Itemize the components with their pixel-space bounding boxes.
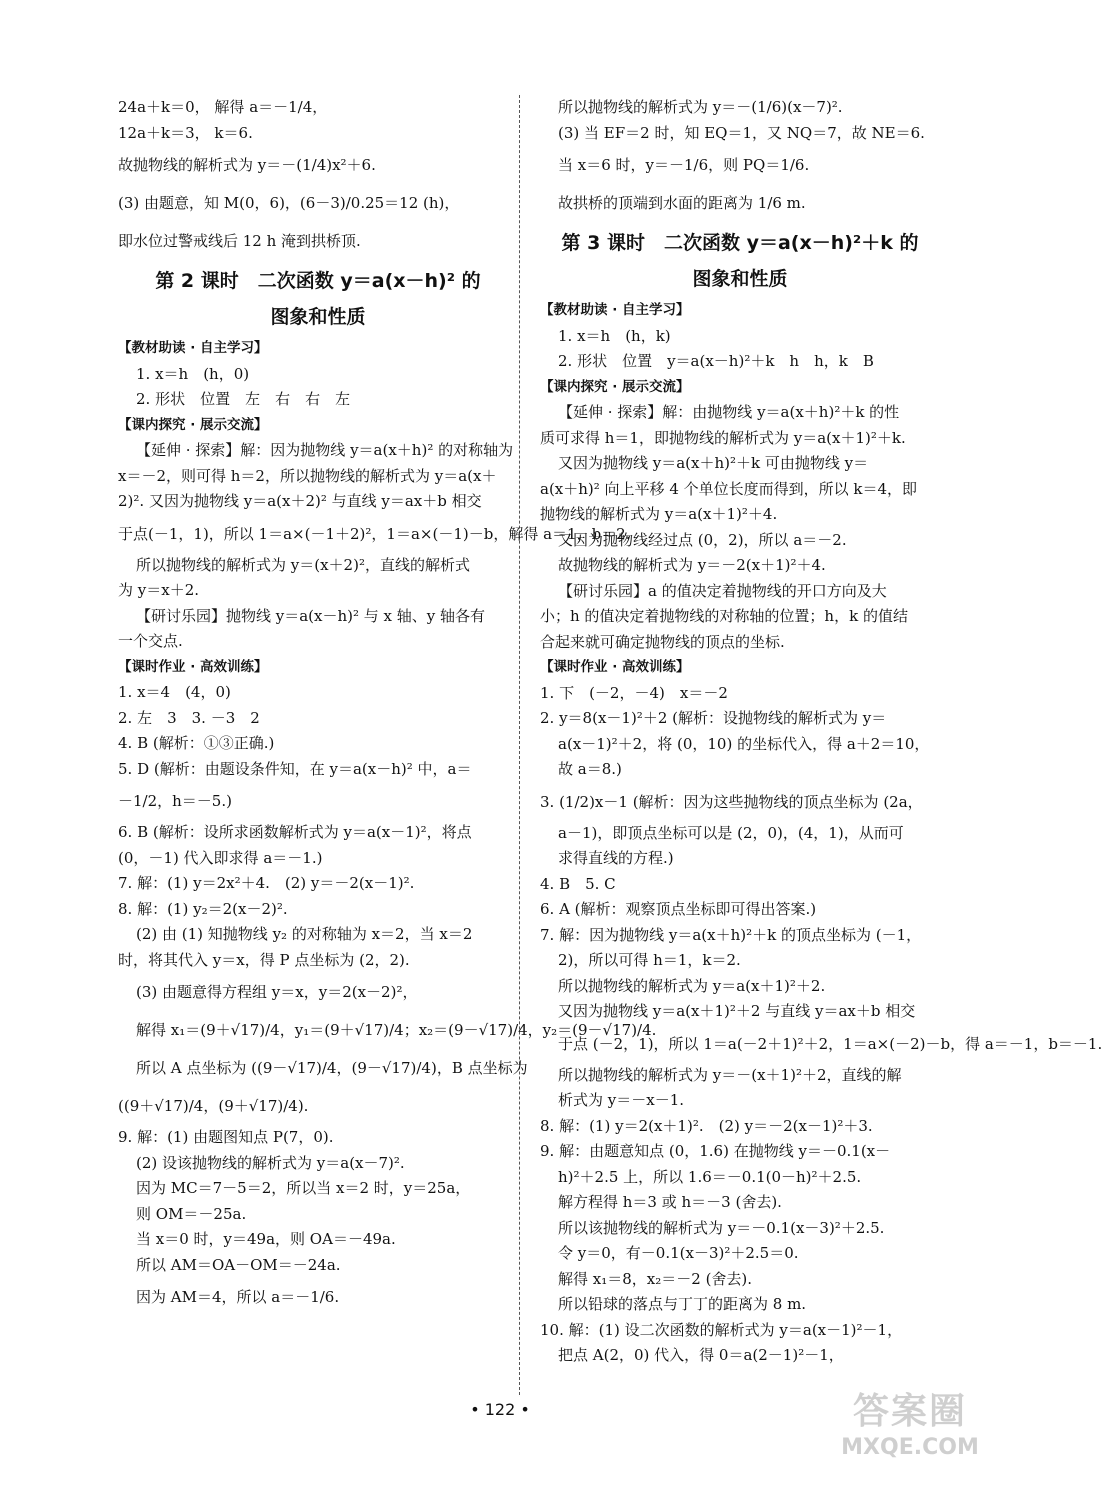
text-line: 2. 形状 位置 左 右 右 左 [136,390,351,408]
text-line: x＝－2，则可得 h＝2，所以抛物线的解析式为 y＝a(x＋ [118,466,497,485]
text-line: 8. 解：(1) y₂＝2(x－2)². [118,899,288,918]
text-line: 1. x＝h (h，k) [558,326,671,345]
text-line: 一个交点. [118,632,183,650]
page-number: • 122 • [470,1400,530,1419]
text-line: 8. 解：(1) y＝2(x＋1)². (2) y＝－2(x－1)²＋3. [540,1116,873,1135]
text-line: 【研讨乐园】抛物线 y＝a(x－h)² 与 x 轴、y 轴各有 [136,606,486,625]
text-line: 因为 MC＝7－5＝2，所以当 x＝2 时，y＝25a， [136,1179,471,1197]
text-line: 质可求得 h＝1，即抛物线的解析式为 y＝a(x＋1)²＋k. [540,428,906,447]
section-title: 图象和性质 [692,268,788,290]
text-line: (3) 由题意得方程组 y＝x，y＝2(x－2)²， [136,983,418,1001]
section-header: 【教材助读 · 自主学习】 [540,302,690,318]
text-line: (3) 由题意，知 M(0，6)，(6－3)/0.25＝12 (h)， [118,194,460,212]
text-line: 当 x＝0 时，y＝49a，则 OA＝－49a. [136,1230,396,1248]
text-line: 5. D (解析：由题设条件知，在 y＝a(x－h)² 中，a＝ [118,759,472,778]
text-line: 【延伸 · 探索】解：因为抛物线 y＝a(x＋h)² 的对称轴为 [136,441,514,459]
text-line: 所以抛物线的解析式为 y＝a(x＋1)²＋2. [558,976,826,995]
section-header: 【课时作业 · 高效训练】 [540,659,690,675]
text-line: 故拱桥的顶端到水面的距离为 1/6 m. [558,194,806,212]
text-line: 4. B (解析：①③正确.) [118,734,275,752]
section-header: 【教材助读 · 自主学习】 [118,340,268,356]
right-column [540,95,1102,1369]
text-line: 9. 解：(1) 由题图知点 P(7，0). [118,1128,334,1146]
text-line: 所以抛物线的解析式为 y＝－(x＋1)²＋2，直线的解 [558,1065,902,1084]
text-line: 故抛物线的解析式为 y＝－(1/4)x²＋6. [118,156,376,174]
text-line: a(x＋h)² 向上平移 4 个单位长度而得到，所以 k＝4，即 [540,479,918,498]
text-line: 为 y＝x＋2. [118,581,200,599]
text-line: 令 y＝0，有－0.1(x－3)²＋2.5＝0. [558,1244,799,1262]
text-line: 故 a＝8.) [558,760,622,778]
text-line: 又因为抛物线经过点 (0，2)，所以 a＝－2. [558,530,847,549]
text-line: 1. x＝h (h，0) [136,364,250,383]
section-header: 【课内探究 · 展示交流】 [118,416,268,433]
text-line: 24a＋k＝0， 解得 a＝－1/4， [118,98,328,116]
text-line: 6. A (解析：观察顶点坐标即可得出答案.) [540,900,817,918]
text-line: 7. 解：(1) y＝2x²＋4. (2) y＝－2(x－1)². [118,874,415,892]
text-line: 1. 下 (－2，－4) x＝－2 [540,683,728,702]
text-line: 2)². 又因为抛物线 y＝a(x＋2)² 与直线 y＝ax＋b 相交 [118,492,482,510]
text-line: 于点(－1，1)，所以 1＝a×(－1＋2)²，1＝a×(－1)－b，解得 a＝1，b＝2. [118,524,631,543]
text-line: 所以 A 点坐标为 ((9－√17)/4，(9－√17)/4)，B 点坐标为 [136,1059,528,1077]
text-line: 1. x＝4 (4，0) [118,683,231,701]
text-line: (0，－1) 代入即求得 a＝－1.) [118,848,323,867]
text-line: 小；h 的值决定着抛物线的对称轴的位置；h，k 的值结 [540,607,908,625]
text-line: 6. B (解析：设所求函数解析式为 y＝a(x－1)²，将点 [118,823,472,841]
text-line: a(x－1)²＋2，将 (0，10) 的坐标代入，得 a＋2＝10， [558,734,930,753]
text-line: 2. 左 3 3. －3 2 [118,708,260,727]
text-line: 当 x＝6 时，y＝－1/6，则 PQ＝1/6. [558,156,810,174]
text-line: 因为 AM＝4，所以 a＝－1/6. [136,1288,340,1306]
text-line: 【延伸 · 探索】解：由抛物线 y＝a(x＋h)²＋k 的性 [558,403,900,421]
text-line: 所以 AM＝OA－OM＝－24a. [136,1255,341,1274]
text-line: 2. y＝8(x－1)²＋2 (解析：设抛物线的解析式为 y＝ [540,709,887,727]
text-line: 于点 (－2，1)，所以 1＝a(－2＋1)²＋2，1＝a×(－2)－b，得 a＝－1，b＝－1. [558,1034,1102,1053]
text-line: a－1)，即顶点坐标可以是 (2，0)，(4，1)，从而可 [558,823,904,842]
text-line: 把点 A(2，0) 代入，得 0＝a(2－1)²－1， [558,1346,844,1364]
text-line: 所以抛物线的解析式为 y＝(x＋2)²，直线的解析式 [136,555,470,574]
text-line: 合起来就可确定抛物线的顶点的坐标. [540,632,785,651]
text-line: 所以抛物线的解析式为 y＝－(1/6)(x－7)². [558,98,843,116]
text-line: 10. 解：(1) 设二次函数的解析式为 y＝a(x－1)²－1， [540,1320,903,1339]
section-header: 【课时作业 · 高效训练】 [118,658,268,675]
section-title: 第 2 课时 二次函数 y＝a(x－h)² 的 [155,270,481,292]
text-line: 抛物线的解析式为 y＝a(x＋1)²＋4. [540,505,778,523]
text-line: (2) 设该抛物线的解析式为 y＝a(x－7)². [136,1153,405,1172]
watermark-logo: 答案圈 [852,1391,967,1432]
text-line: 解得 x₁＝8，x₂＝－2 (舍去). [558,1269,753,1288]
text-line: 9. 解：由题意知点 (0，1.6) 在抛物线 y＝－0.1(x－ [540,1142,891,1160]
column-divider [519,95,520,1395]
watermark-site: MXQE.COM [841,1435,979,1460]
text-line: 2)，所以可得 h＝1，k＝2. [558,951,741,969]
section-title: 图象和性质 [270,306,366,328]
text-line: 析式为 y＝－x－1. [558,1091,685,1109]
text-line: 解方程得 h＝3 或 h＝－3 (舍去). [558,1193,782,1211]
text-line: 12a＋k＝3， k＝6. [118,123,253,142]
text-line: 7. 解：因为抛物线 y＝a(x＋h)²＋k 的顶点坐标为 (－1， [540,925,922,944]
text-line: 又因为抛物线 y＝a(x＋h)²＋k 可由抛物线 y＝ [558,454,869,472]
text-line: 2. 形状 位置 y＝a(x－h)²＋k h h，k B [558,352,874,370]
section-title: 第 3 课时 二次函数 y＝a(x－h)²＋k 的 [561,232,919,254]
text-line: 求得直线的方程.) [558,849,674,867]
text-line: 所以铅球的落点与丁丁的距离为 8 m. [558,1295,807,1313]
text-line: 4. B 5. C [540,874,616,893]
text-line: 时，将其代入 y＝x，得 P 点坐标为 (2，2). [118,950,410,969]
text-line: 则 OM＝－25a. [136,1204,247,1223]
text-line: 解得 x₁＝(9＋√17)/4，y₁＝(9＋√17)/4；x₂＝(9－√17)/4，y₂＝(9－√17)/4. [136,1021,657,1039]
text-line: 又因为抛物线 y＝a(x＋1)²＋2 与直线 y＝ax＋b 相交 [558,1002,916,1020]
watermark [835,1390,985,1462]
text-line: 3. (1/2)x－1 (解析：因为这些抛物线的顶点坐标为 (2a， [540,792,923,811]
section-header: 【课内探究 · 展示交流】 [540,378,690,395]
text-line: －1/2，h＝－5.) [118,792,232,810]
text-line: 故抛物线的解析式为 y＝－2(x＋1)²＋4. [558,556,826,574]
text-line: 【研讨乐园】a 的值决定着抛物线的开口方向及大 [558,581,887,600]
text-line: (2) 由 (1) 知抛物线 y₂ 的对称轴为 x＝2，当 x＝2 [136,925,473,943]
text-line: h)²＋2.5 上，所以 1.6＝－0.1(0－h)²＋2.5. [558,1167,862,1186]
text-line: ((9＋√17)/4，(9＋√17)/4). [118,1097,309,1115]
text-line: (3) 当 EF＝2 时，知 EQ＝1，又 NQ＝7，故 NE＝6. [558,123,925,142]
text-line: 即水位过警戒线后 12 h 淹到拱桥顶. [118,232,361,250]
text-line: 所以该抛物线的解析式为 y＝－0.1(x－3)²＋2.5. [558,1218,885,1237]
